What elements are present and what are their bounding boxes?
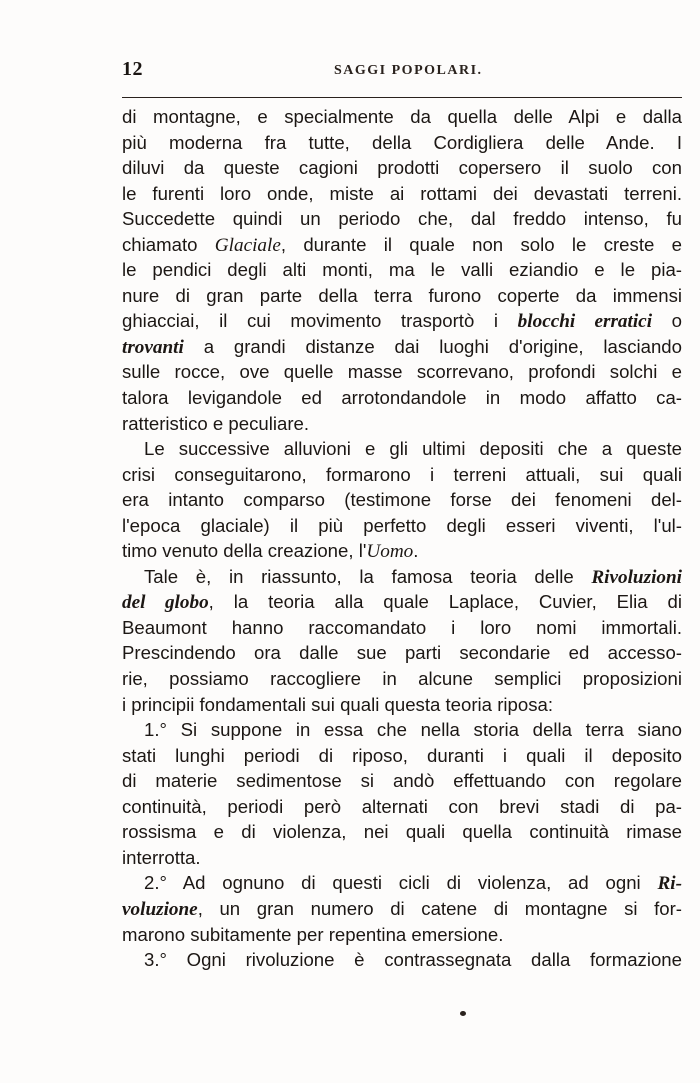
text-line — [122, 257, 682, 283]
text-line — [122, 130, 682, 156]
text-run: Succedette quindi un periodo che, dal freddo intenso, fu — [122, 208, 682, 230]
text-line — [122, 589, 682, 615]
text-run: continuità, periodi però alternati con brevi stadi di pa- — [122, 795, 682, 817]
text-line — [122, 845, 682, 871]
text-line — [122, 743, 682, 769]
text-run: , un gran numero di catene di montagne si for- — [197, 897, 682, 919]
text-line — [122, 206, 682, 232]
text-run: ratteristico e peculiare. — [122, 412, 310, 434]
text-run: l'epoca glaciale) il più perfetto degli esseri viventi, l'ul- — [122, 514, 682, 536]
emphasis-text: del globo — [122, 592, 209, 614]
text-run: marono subitamente per repentina emersione. — [122, 923, 504, 945]
text-run: Prescindendo ora dalle sue parti secondarie ed accesso- — [122, 642, 682, 664]
text-run: di montagne, e specialmente da quella delle Alpi e dalla — [122, 106, 682, 127]
header-rule — [122, 97, 682, 98]
text-run: stati lunghi periodi di riposo, duranti i quali il deposito — [122, 744, 682, 766]
text-run: 3.° Ogni rivoluzione è contrassegnata dalla formazione — [144, 949, 682, 971]
emphasis-text: Glaciale — [214, 234, 281, 256]
text-run: 2.° Ad ognuno di questi cicli di violenza, ad ogni — [144, 872, 658, 894]
text-line — [122, 717, 682, 743]
text-line — [122, 283, 682, 309]
text-line — [122, 181, 682, 207]
body-text — [122, 104, 682, 973]
text-run: nure di gran parte della terra furono coperte da immensi — [122, 284, 682, 306]
text-run: diluvi da queste cagioni prodotti copersero il suolo con — [122, 157, 682, 179]
text-run: . — [413, 540, 419, 562]
ink-speck — [460, 1011, 466, 1016]
text-run: chiamato — [122, 233, 215, 255]
emphasis-text: Rivoluzioni — [591, 566, 682, 588]
text-line — [122, 640, 682, 666]
text-line — [122, 666, 682, 692]
emphasis-text: blocchi erratici — [517, 311, 653, 333]
text-run: o — [652, 310, 682, 332]
text-run: le furenti loro onde, miste ai rottami dei devastati terreni. — [122, 182, 682, 204]
text-run: rossisma e di violenza, nei quali quella continuità rimase — [122, 821, 682, 843]
text-line — [122, 104, 682, 130]
text-run: rie, possiamo raccogliere in alcune semplici proposizioni — [122, 668, 682, 690]
text-line — [122, 819, 682, 845]
text-line — [122, 538, 682, 564]
text-line — [122, 308, 682, 334]
text-line — [122, 922, 682, 948]
text-line — [122, 794, 682, 820]
text-run: di materie sedimentose si andò effettuando con regolare — [122, 770, 682, 792]
text-run: era intanto comparso (testimone forse dei fenomeni del- — [122, 489, 682, 511]
text-line — [122, 692, 682, 718]
text-run: a grandi distanze dai luoghi d'origine, lasciando — [183, 335, 682, 357]
text-line — [122, 896, 682, 922]
text-run: talora levigandole ed arrotondandole in modo affatto ca- — [122, 387, 682, 409]
text-line — [122, 947, 682, 973]
text-line — [122, 513, 682, 539]
text-run: Tale è, in riassunto, la famosa teoria delle — [144, 565, 592, 587]
text-line — [122, 411, 682, 437]
text-line — [122, 334, 682, 360]
text-line — [122, 487, 682, 513]
page-header — [122, 58, 682, 88]
emphasis-text: voluzione — [122, 898, 198, 920]
text-line — [122, 615, 682, 641]
text-line — [122, 385, 682, 411]
text-line — [122, 232, 682, 258]
text-run: i principii fondamentali sui quali questa teoria riposa: — [122, 693, 553, 715]
text-run: più moderna fra tutte, della Cordigliera delle Ande. I — [122, 131, 682, 153]
emphasis-text: Uomo — [366, 541, 414, 563]
emphasis-text: Ri- — [657, 873, 682, 895]
text-run: crisi conseguitarono, formarono i terreni attuali, sui quali — [122, 463, 682, 485]
text-run: timo venuto della creazione, l' — [122, 540, 367, 562]
text-run: interrotta. — [122, 846, 201, 868]
text-run: ghiacciai, il cui movimento trasportò i — [122, 310, 518, 332]
text-run: le pendici degli alti monti, ma le valli eziandio e le pia- — [122, 259, 682, 281]
text-run: , durante il quale non solo le creste e — [280, 233, 682, 255]
text-run: Le successive alluvioni e gli ultimi depositi che a queste — [144, 438, 682, 460]
text-run: 1.° Si suppone in essa che nella storia della terra siano — [144, 719, 682, 741]
text-line — [122, 462, 682, 488]
text-run: sulle rocce, ove quelle masse scorrevano, profondi solchi e — [122, 361, 682, 383]
text-line — [122, 359, 682, 385]
running-head: SAGGI POPOLARI. — [334, 63, 483, 78]
text-run: , la teoria alla quale Laplace, Cuvier, Elia di — [208, 591, 682, 613]
text-line — [122, 870, 682, 896]
page-number: 12 — [122, 58, 143, 80]
text-line — [122, 436, 682, 462]
emphasis-text: trovanti — [122, 336, 184, 358]
text-line — [122, 768, 682, 794]
text-line — [122, 155, 682, 181]
text-line — [122, 564, 682, 590]
text-run: Beaumont hanno raccomandato i loro nomi immortali. — [122, 616, 682, 638]
